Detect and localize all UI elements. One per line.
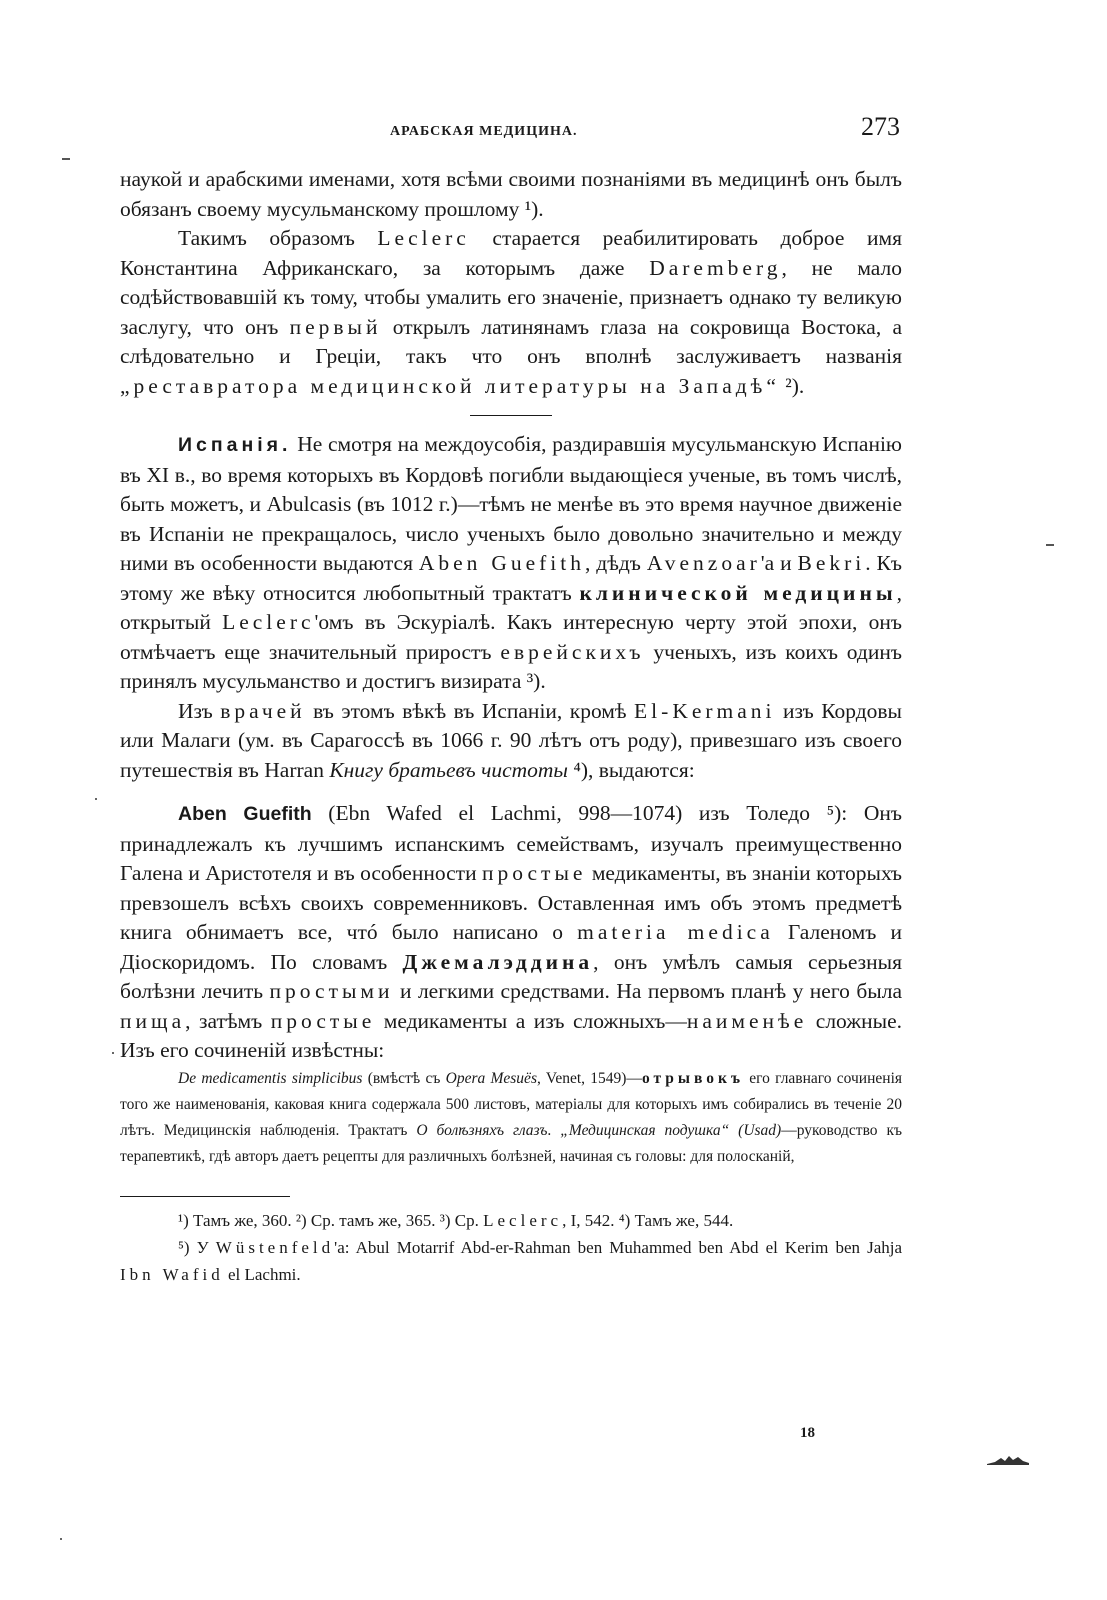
work-title-eyes: О болѣзняхъ глазъ <box>416 1121 548 1139</box>
ink-blot-mark <box>985 1452 1031 1466</box>
section-divider <box>470 415 552 416</box>
emph-simple-1: простые <box>481 861 587 885</box>
paragraph-doctors: Изъ врачей въ этомъ вѣкѣ въ Испаніи, кромѣ El-Kermani изъ Кордовы или Малаги (ум. въ Сарагоссѣ въ 1066 г. 90 лѣтъ отъ роду), привезшаго изъ своего путешествія въ Harran Книгу братьевъ чистоты ⁴), выдаются: <box>120 698 902 782</box>
section-heading-aben-guefith: Aben Guefith <box>178 803 312 825</box>
emph-simple-3: простые <box>270 1008 376 1033</box>
scan-mark <box>62 158 70 160</box>
fn-name-ibn-wafid: Ibn Wafid <box>120 1264 224 1284</box>
emph-least: наименѣе <box>686 1008 808 1033</box>
emph-fragment: отрывокъ <box>641 1069 744 1087</box>
page-header <box>120 112 900 148</box>
page-body <box>120 165 902 1288</box>
section-heading-spain: Испанія. <box>178 434 292 456</box>
name-daremberg: Daremberg <box>649 255 782 280</box>
scan-dot <box>112 1052 114 1054</box>
name-aben-guefith: Aben Guefith <box>418 551 585 575</box>
page-number: 273 <box>861 112 900 141</box>
name-leclerc-2: Leclerc <box>222 610 315 634</box>
works-list: De medicamentis simplicibus (вмѣстѣ съ Opera Mesuës, Venet, 1549)—отрывокъ его главнаго сочиненія того же наименованія, каковая книга содержала 500 листовъ, матеріалы для которыхъ имъ собирались въ теченіе 20 лѣтъ. Медицинскія наблюденія. Трактатъ О болѣзняхъ глазъ. „Медицинская подушка“ (Usad)—руководство къ терапевтикѣ, гдѣ авторъ даетъ рецепты для различныхъ болѣзней, начиная съ головы: для полосканій, <box>120 1069 903 1165</box>
scan-dot <box>95 798 97 800</box>
paragraph-continuation: наукой и арабскими именами, хотя всѣми своими познаніями въ медицинѣ онъ былъ обязанъ своему мусульманскому прошлому ¹). <box>120 167 902 221</box>
running-title: АРАБСКАЯ МЕДИЦИНА. <box>390 124 578 139</box>
fn-name-leclerc: Leclerc <box>483 1210 563 1230</box>
name-jemaleddin: Джемалэддина <box>402 949 594 974</box>
paragraph-leclerc: Такимъ образомъ Leclerc старается реабилитировать доброе имя Константина Африканскаго, за которымъ даже Daremberg, не мало содѣйствовавшій къ тому, чтобы умалить его значеніе, признаетъ однако ту великую заслугу, что онъ первый открылъ латинянамъ глаза на сокровища Востока, а слѣдовательно и Греціи, такъ что онъ вполнѣ заслуживаетъ названія „реставратора медицинской литературы на Западѣ“ ²). <box>120 226 903 398</box>
emph-materia-medica: materia medica <box>577 920 774 944</box>
footnotes-line-1: ¹) Тамъ же, 360. ²) Ср. тамъ же, 365. ³) Ср. Leclerc, I, 542. ⁴) Тамъ же, 544. <box>178 1210 734 1230</box>
paragraph-aben-guefith: Aben Guefith (Ebn Wafed el Lachmi, 998—1074) изъ Толедо ⁵): Онъ принадлежалъ къ лучшимъ испанскимъ семействамъ, изучалъ преимущественно Галена и Аристотеля и въ особенности простые медикаменты, въ знаніи которыхъ превзошелъ всѣхъ своихъ современниковъ. Оставленная имъ объ этомъ предметѣ книга обнимаетъ все, чтó было написано о materia medica Галеномъ и Діоскоридомъ. По словамъ Джемалэддина, онъ умѣлъ самыя серьезныя болѣзни лечить простыми и легкими средствами. На первомъ планѣ у него была пища, затѣмъ простые медикаменты а изъ сложныхъ—наименѣе сложные. Изъ его сочиненій извѣстны: <box>120 801 902 1062</box>
emph-doctors: врачей <box>220 698 306 723</box>
paragraph-gap <box>120 785 902 799</box>
book-title-brethren: Книгу братьевъ чистоты <box>329 757 568 782</box>
name-avenzoar: Avenzoar <box>646 551 761 575</box>
scan-dot <box>60 1538 62 1540</box>
work-title-de-medicamentis: De medicamentis simplicibus <box>178 1069 363 1087</box>
work-title-pillow: „Медицинская подушка“ (Usad) <box>560 1121 782 1139</box>
emph-restorer: „реставратора медицинской литературы на Западѣ“ <box>120 373 780 398</box>
emph-clinical-medicine: клинической медицины <box>579 580 897 605</box>
footnotes-line-2: ⁵) У Wüstenfeld'a: Abul Motarrif Abd-er-Rahman ben Muhammed ben Abd el Kerim ben Jahja Ibn Wafid el Lachmi. <box>120 1237 903 1284</box>
name-bekri: Bekri <box>797 551 866 575</box>
emph-jewish: еврейскихъ <box>500 639 645 664</box>
emph-simple-2: простыми <box>269 979 394 1003</box>
paragraph-spain: Испанія. Не смотря на междоусобія, раздиравшія мусульманскую Испанію въ XI в., во время которыхъ въ Кордовѣ погибли выдающіеся ученые, въ томъ числѣ, быть можетъ, и Abulcasis (въ 1012 г.)—тѣмъ не менѣе въ это время научное движеніе въ Испаніи не прекращалось, число ученыхъ было довольно значительно и между ними въ особенности выдаются Aben Guefith, дѣдъ Avenzoar'а и Bekri. Къ этому же вѣку относится любопытный трактатъ клинической медицины, открытый Leclerc'омъ въ Эскуріалѣ. Какъ интересную черту этой эпохи, онъ отмѣчаетъ еще значительный приростъ еврейскихъ ученыхъ, изъ коихъ одинъ принялъ мусульманство и достигъ визирата ³). <box>120 432 902 693</box>
work-title-opera: Opera Mesuës <box>445 1069 537 1087</box>
footnote-divider <box>120 1196 290 1197</box>
fn-name-wustenfeld: Wüstenfeld <box>215 1237 335 1257</box>
name-leclerc: Leclerc <box>377 226 470 250</box>
emph-food: пища <box>120 1008 186 1033</box>
scan-mark <box>1046 544 1054 546</box>
name-el-kermani: El-Kermani <box>634 698 776 723</box>
printer-signature-mark: 18 <box>800 1425 815 1441</box>
emph-first: первый <box>289 314 382 339</box>
